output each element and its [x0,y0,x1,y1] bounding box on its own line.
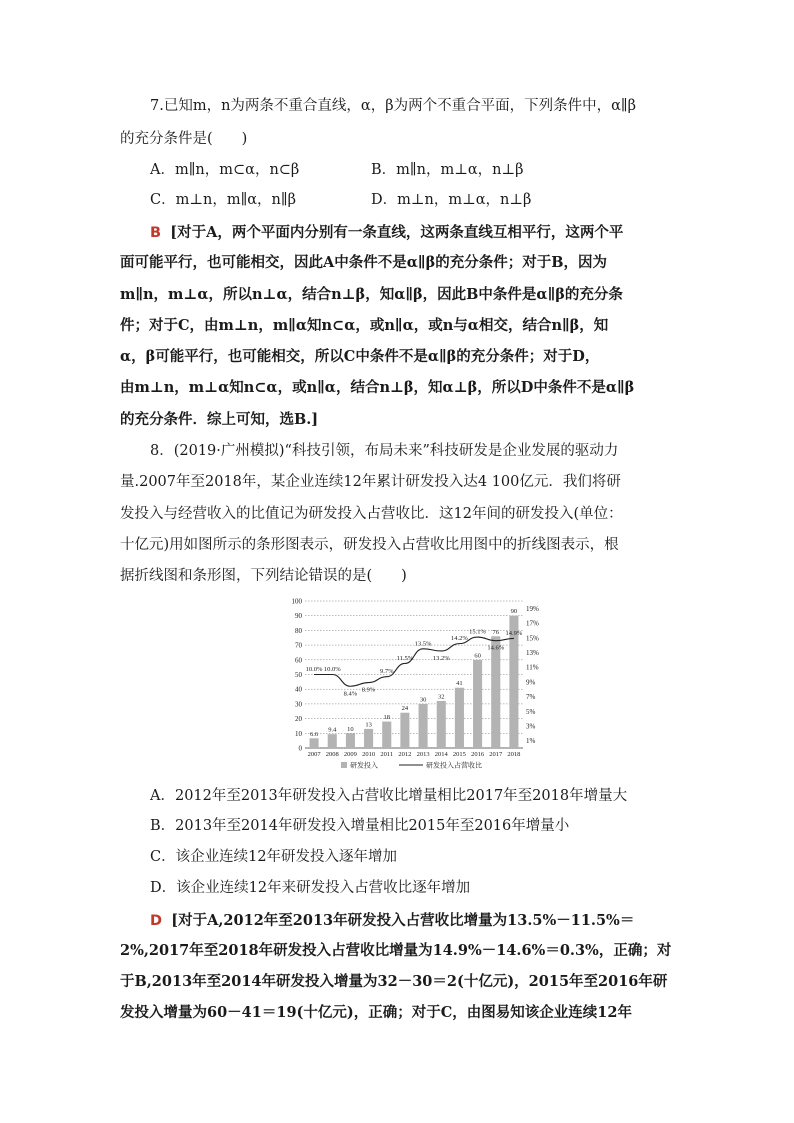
bar [364,729,373,748]
line-data-label: 9.7% [379,668,394,676]
q7-explanation-text: [对于A，两个平面内分别有一条直线，这两条直线互相平行，这两个平 [170,224,624,241]
y-right-tick-label: 17% [526,619,539,628]
line-data-label: 10.0% [305,666,323,673]
line-data-label: 11.5% [396,654,414,662]
bar [328,734,337,748]
y-left-tick-label: 100 [291,597,302,606]
x-tick-label: 2010 [362,751,376,758]
q8-option-b: B．2013年至2014年研发投入增量相比2015年至2016年增量小 [150,818,570,834]
line-data-label: 15.1% [469,628,486,636]
q7-explanation-line5: α，β可能平行，也可能相交，所以C中条件不是α∥β的充分条件；对于D， [120,348,600,365]
bar-data-label: 60 [474,652,481,660]
q8-stem-line4: 十亿元)用如图所示的条形图表示，研发投入占营收比用图中的折线图表示，根 [120,537,619,553]
bar-data-label: 18 [383,714,390,722]
q7-explanation-line4: 件；对于C，由m⊥n，m∥α知n⊂α，或n∥α，或n与α相交，结合n∥β，知 [120,317,609,334]
q7-answer: B [150,225,162,241]
q8-explanation-line1 [150,911,634,931]
legend-bar-swatch [341,762,347,768]
x-tick-label: 2012 [398,751,412,758]
legend-line-label: 研发投入占营收比 [426,761,482,770]
q7-explanation-line1 [150,223,623,243]
q8-option-c: C．该企业连续12年研发投入逐年增加 [150,849,398,865]
y-left-tick-label: 40 [295,685,302,694]
x-tick-label: 2015 [452,751,466,758]
x-tick-label: 2008 [325,751,339,758]
bar-data-label: 41 [456,680,463,688]
q7-option-a: A．m∥n，m⊂α，n⊂β [150,162,300,178]
q8-option-d: D．该企业连续12年来研发投入占营收比逐年增加 [150,880,471,896]
y-right-tick-label: 3% [526,722,536,731]
y-left-tick-label: 90 [295,612,302,621]
y-right-tick-label: 1% [526,737,536,746]
q8-stem-line3: 发投入与经营收入的比值记为研发投入占营收比．这12年间的研发投入(单位： [120,506,623,522]
q7-option-b: B．m∥n，m⊥α，n⊥β [371,162,524,178]
bar-data-label: 10 [347,725,354,733]
q7-explanation-line7: 的充分条件．综上可知，选B.] [120,411,319,428]
x-tick-label: 2016 [471,751,485,758]
bar [419,704,428,748]
y-left-tick-label: 0 [298,744,302,753]
line-data-label: 13.2% [432,654,450,662]
q7-explanation-line3: m∥n，m⊥α，所以n⊥α，结合n⊥β，知α∥β，因此B中条件是α∥β的充分条 [120,286,623,303]
bar [473,660,482,748]
rd-investment-chart [283,594,553,779]
q7-option-c: C．m⊥n，m∥α，n∥β [150,192,296,208]
y-left-tick-label: 60 [295,656,302,665]
x-tick-label: 2007 [307,751,321,758]
bar-data-label: 13 [365,721,372,729]
bar-data-label: 30 [419,696,427,704]
line-data-label: 13.5% [414,640,432,648]
y-right-tick-label: 5% [526,707,536,716]
y-right-tick-label: 15% [526,634,539,643]
q8-stem-line1: 8．(2019·广州模拟)“科技引领，布局未来”科技研发是企业发展的驱动力 [150,443,619,459]
y-left-tick-label: 30 [295,700,302,709]
y-right-tick-label: 11% [526,663,539,672]
x-tick-label: 2013 [416,751,430,758]
y-left-tick-label: 70 [295,641,302,650]
line-data-label: 10.0% [323,666,341,673]
bar [382,722,391,748]
line-data-label: 14.9% [505,629,523,637]
y-right-tick-label: 7% [526,693,536,702]
bar-data-label: 6.6 [310,730,319,738]
q8-option-a: A．2012年至2013年研发投入占营收比增量相比2017年至2018年增量大 [150,788,628,804]
legend-bar-label: 研发投入 [350,761,378,770]
y-left-tick-label: 50 [295,671,302,679]
q8-stem-line5: 据折线图和条形图，下列结论错误的是( ) [120,568,407,584]
line-data-label: 8.4% [343,690,358,698]
q7-option-d: D．m⊥n，m⊥α，n⊥β [371,192,532,208]
q8-explanation-line4: 发投入增量为60－41＝19(十亿元)，正确；对于C，由图易知该企业连续12年 [120,1004,632,1021]
bar [346,733,355,748]
bar-data-label: 32 [438,693,445,701]
bar-data-label: 90 [510,608,518,616]
bar-data-label: 9.4 [328,726,337,734]
bar [400,713,409,748]
bar-data-label: 24 [401,705,409,713]
q8-explanation-text: [对于A,2012年至2013年研发投入占营收比增量为13.5%－11.5%＝ [171,912,635,929]
q7-stem-line2: 的充分条件是( ) [120,131,248,147]
x-tick-label: 2014 [434,751,448,758]
bar [491,636,500,748]
x-tick-label: 2011 [380,751,394,758]
bar [455,688,464,748]
bar [437,701,446,748]
y-left-tick-label: 10 [295,729,302,738]
q8-explanation-line3: 于B,2013年至2014年研发投入增量为32－30＝2(十亿元)，2015年至2016年研 [120,973,668,990]
y-right-tick-label: 13% [526,648,539,657]
q8-answer: D [150,913,163,929]
q7-explanation-line6: 由m⊥n，m⊥α知n⊂α，或n∥α，结合n⊥β，知α⊥β，所以D中条件不是α∥β [120,379,635,396]
q7-stem-line1: 7.已知m，n为两条不重合直线，α，β为两个不重合平面，下列条件中，α∥β [150,98,636,114]
y-left-tick-label: 80 [295,626,302,635]
x-tick-label: 2009 [343,751,357,758]
bar [310,738,319,748]
line-data-label: 14.6% [487,644,505,652]
y-right-tick-label: 9% [526,678,536,687]
y-left-tick-label: 20 [295,715,302,724]
q8-stem-line2: 量.2007年至2018年，某企业连续12年累计研发投入达4 100亿元．我们将研 [120,474,621,490]
x-tick-label: 2017 [489,751,503,758]
bar-data-label: 76 [492,628,499,636]
q8-explanation-line2: 2%,2017年至2018年研发投入占营收比增量为14.9%－14.6%＝0.3%，正确；对 [120,942,672,959]
q7-explanation-line2: 面可能平行，也可能相交，因此A中条件不是α∥β的充分条件；对于B，因为 [120,254,607,271]
y-right-tick-label: 19% [526,604,539,613]
line-data-label: 14.2% [451,635,468,643]
x-tick-label: 2018 [507,751,521,758]
line-data-label: 8.9% [361,686,376,694]
